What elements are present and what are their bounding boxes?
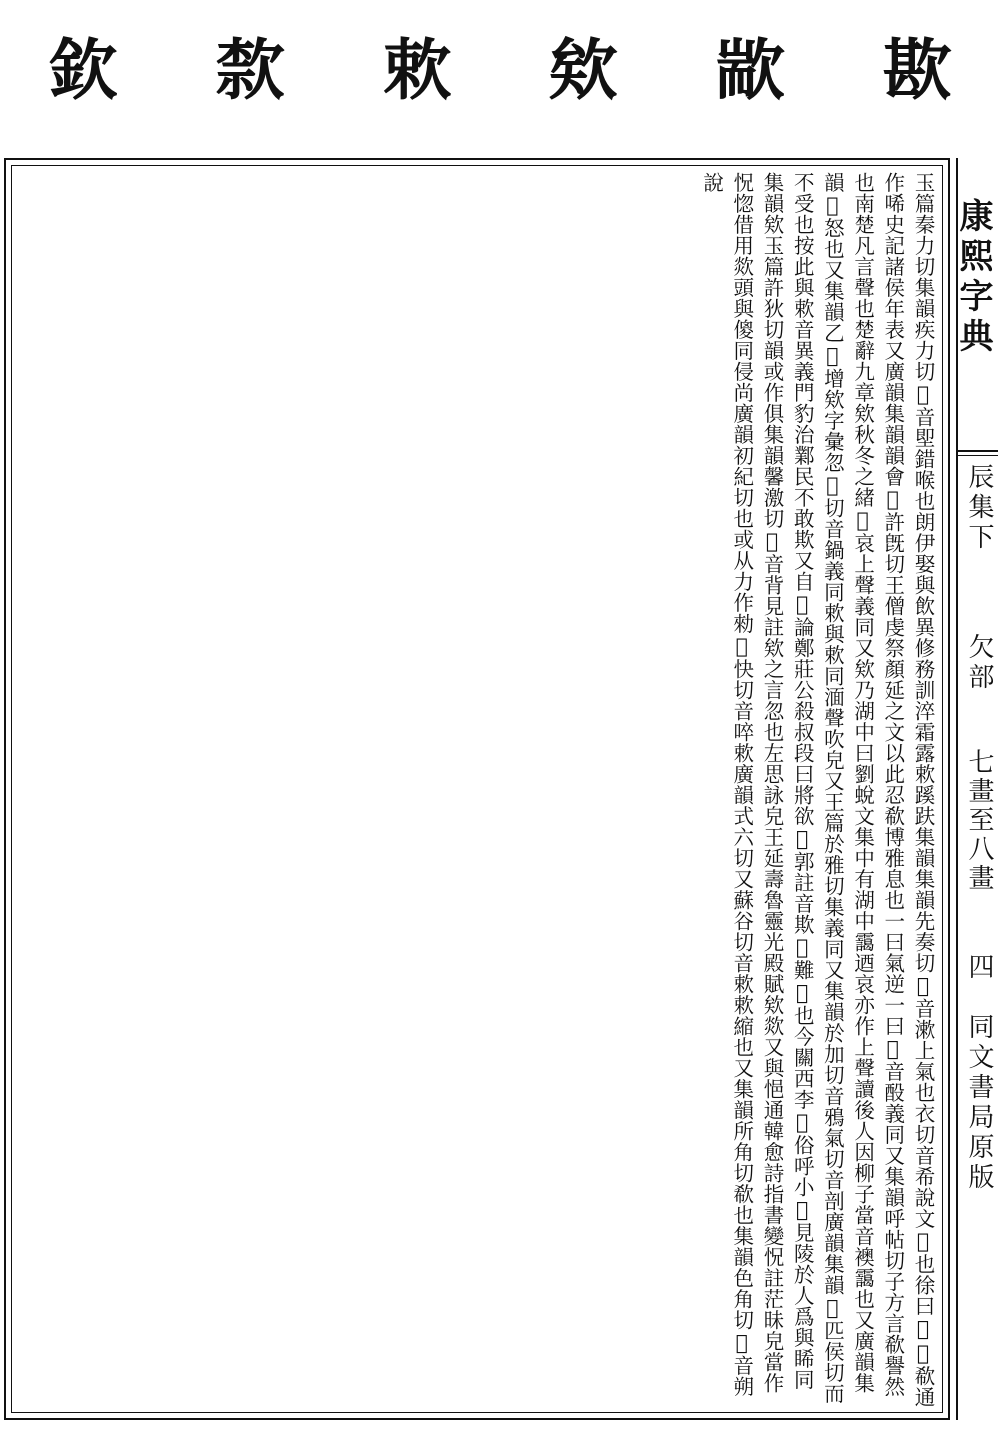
text-column: 義同又集韻於加切音鴉氣	[820, 917, 845, 1149]
text-frame	[4, 158, 950, 1420]
text-column: 欶廣韻式六切又蘇谷切音	[729, 742, 754, 974]
text-column: 又與悒通韓愈詩指書變怳	[759, 1036, 784, 1268]
text-column: 韻或作俱集韻馨激切𣢾音	[759, 340, 784, 575]
text-column: 修務訓淬霜露欶蹊趺集韻	[911, 637, 935, 869]
text-column: 背見註欸之言忽也左思詠	[759, 574, 784, 806]
text-column: 忽𣢾切音鍋義同欶與欶同	[820, 452, 845, 687]
text-column: 𣢾哀上聲義同又欸乃湖中	[850, 508, 875, 743]
volume-label: 辰集下	[964, 463, 994, 553]
text-column: 註茫昧皃當作怳惚借用欻	[729, 172, 784, 1394]
seal-character: 歂	[715, 31, 785, 109]
text-column: 音堲錯喉也朗伊娶與飲異	[911, 406, 935, 638]
text-column: 而不受也按此與欶音異義	[790, 172, 845, 1404]
publisher-label: 同文書局原版	[964, 1013, 994, 1193]
text-column: 集韻先奏切𣢾音漱上氣也	[911, 868, 935, 1103]
text-column: 湎聲吹皃又王篇於雅切集	[820, 686, 845, 918]
text-column: 當音襖靄也又廣韻集韻𣢾	[820, 172, 875, 1394]
text-column: 欶欶縮也又集韻所角切	[729, 973, 754, 1184]
text-column: 子方言欷譽然也南楚凡言	[850, 172, 905, 1397]
text-column: 𣢾欷通作唏史記諸侯年表	[880, 172, 935, 1408]
text-column: 欷也集韻色角切𣢾音朔說	[699, 172, 754, 1397]
text-column: 衣切音希說文𣢾也徐曰𣢾	[911, 1103, 935, 1341]
text-column: 哀亦作上聲讀後人因柳子	[850, 973, 875, 1205]
text-column: 曰劉蛻文集中有湖中靄迺	[850, 742, 875, 974]
text-column: 也或从力作勑𣣋快切音啐	[729, 508, 754, 743]
seal-character: 欽	[48, 31, 118, 109]
text-column: 與睎同集韻欸玉篇許狄切	[759, 172, 815, 1390]
margin-divider	[958, 450, 998, 456]
text-column: 欷博雅息也一曰氣逆一曰	[880, 805, 905, 1037]
text-column: 頭與傻同侵尚廣韻初紀切	[729, 277, 754, 508]
seal-character: 欸	[548, 31, 618, 109]
text-column: 怒也又集韻乙𣢾增欸字彙	[820, 217, 845, 452]
radical-label: 欠部	[964, 633, 994, 693]
seal-character: 欶	[381, 31, 452, 109]
seal-character: 歀	[215, 31, 285, 109]
stroke-range-label: 七畫至八畫	[964, 748, 994, 893]
text-column: 玉篇秦力切集韻疾力切𣢾	[911, 172, 935, 407]
text-column: 𣢾音酘義同又集韻呼帖切	[880, 1036, 905, 1271]
text-column: 聲也楚辭九章欸秋冬之緒	[850, 277, 875, 508]
dictionary-body-text	[16, 172, 938, 1408]
text-column: 王僧虔祭顏延之文以此忍	[880, 574, 905, 806]
seal-character: 歁	[881, 31, 952, 109]
page-margin-column	[953, 158, 996, 1420]
page-number: 四	[964, 953, 994, 979]
text-column: 門豹治鄴民不敢欺又自𣢾	[790, 382, 815, 617]
text-column: 切音剖廣韻集韻𣢾匹侯切	[820, 1148, 845, 1383]
text-column: 李𦈐俗呼小𣢾見陵於人爲	[790, 1089, 815, 1327]
text-column: 又廣韻集韻韻會𣢾許旣切	[880, 340, 905, 575]
book-title: 康熙字典	[953, 198, 993, 358]
seal-script-heading	[0, 0, 1000, 140]
text-column: 郭註音欺𣢾難𣢾也今關西	[790, 851, 815, 1089]
text-column: 論鄭莊公殺叔段曰將欲𣢾	[790, 616, 815, 851]
text-column: 皃王延壽魯靈光殿賦欸欻	[759, 805, 784, 1037]
